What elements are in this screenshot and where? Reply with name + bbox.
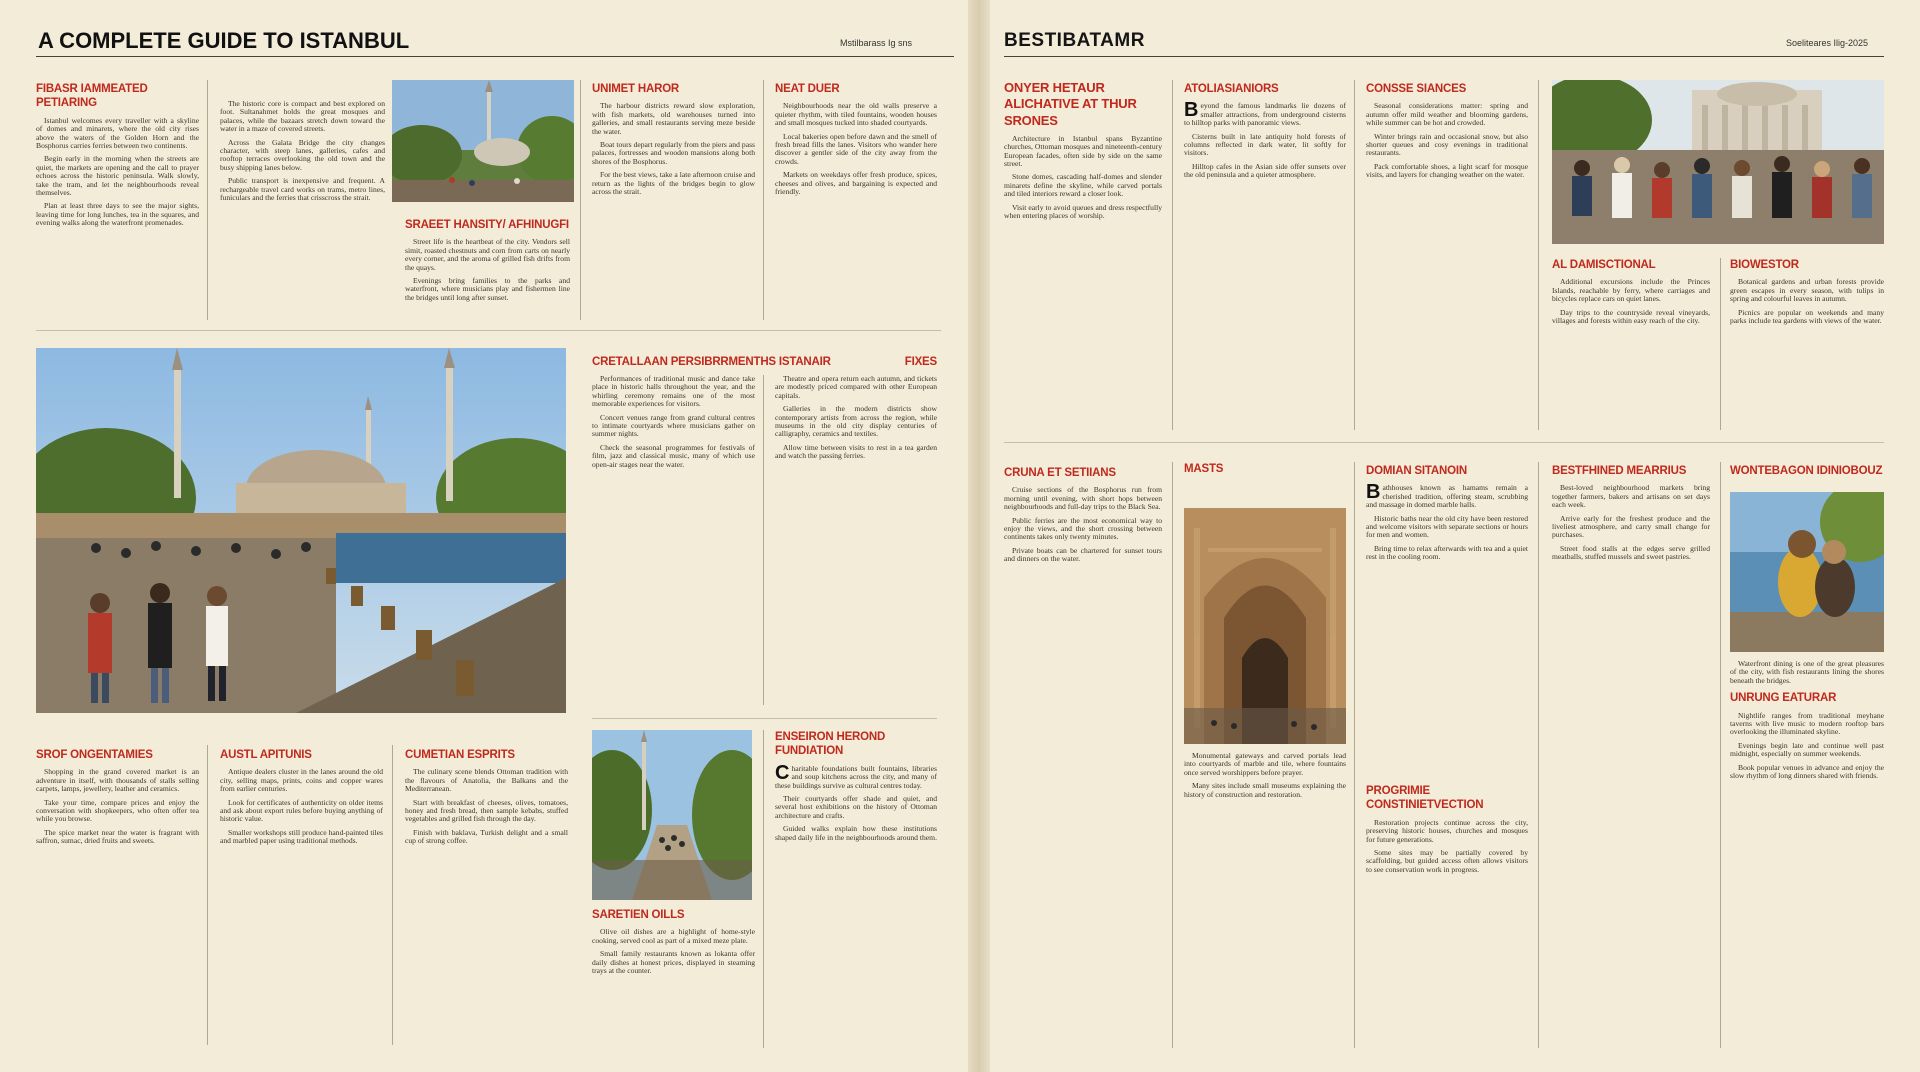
text-r12: Nightlife ranges from traditional meyhane taverns with live music to modern rooftop bars overlooking the illuminated skyline. Evenings begin late and continue well past midnight, especially on summer weekends. Book popular venues in advance and enjoy the slow rhythm of long dinners shared with friends. <box>1730 710 1884 781</box>
text-r5: Monumental gateways and carved portals lead into courtyards of marble and tile, where fountains once served worshippers before prayer. Many sites include small museums explaining the history of construction and restoration. <box>1184 752 1346 799</box>
section-s6 <box>592 375 755 705</box>
section-r10 <box>1552 464 1710 1048</box>
text-r8: Additional excursions include the Princes Islands, reachable by ferry, where carriages and bicycles replace cars on quiet lanes. Day trips to the countryside reveal vineyards, villages and forests within easy reach of the city. <box>1552 277 1710 325</box>
heading-s9: AUSTL APITUNIS <box>220 749 312 761</box>
text-r7: Restoration projects continue across the city, preserving historic houses, churches and mosques for future generations. Some sites may be partially covered by scaffolding, but guided access often allows visitors to see conservation work in progress. <box>1366 817 1528 874</box>
text-s9: Antique dealers cluster in the lanes around the old city, selling maps, prints, coins and copper wares from earlier centuries. Look for certificates of authenticity on older items and ask about export rules before buying anything of historic value. Smaller workshops still produce hand-painted tiles and marbled paper using traditional methods. <box>220 767 383 846</box>
text-r2: Beyond the famous landmarks lie dozens of smaller attractions, from underground cisterns to hilltop parks with panoramic views. Cisterns built in late antiquity hold forests of columns reflected in dark water, lit softly for visitors. Hilltop cafes in the Asian side offer sunsets over the old peninsula and a quieter atmosphere. <box>1184 99 1346 180</box>
text-s7: Theatre and opera return each autumn, and tickets are modestly priced compared with other European capitals. Galleries in the modern districts show contemporary artists from across the region, while museums in the old city display centuries of calligraphy, ceramics and textiles. Allow time between visits to rest in a tea garden and watch the passing ferries. <box>775 375 937 461</box>
section-r5-heading <box>1184 462 1346 504</box>
text-s3: Street life is the heartbeat of the city. Vendors sell simit, roasted chestnuts and corn from carts on nearly every corner, and the aroma of grilled fish drifts from the quays. Evenings bring families to the parks and waterfront, where musicians play and fishermen line the bridges until long after sunset. <box>405 237 570 302</box>
text-s11: Olive oil dishes are a highlight of home-style cooking, served cool as part of a mixed meze plate. Small family restaurants known as lokanta offer daily dishes at honest prices, displayed in steaming trays at the counter. <box>592 927 755 975</box>
text-s6: Performances of traditional music and dance take place in historic halls throughout the year, and the whirling ceremony remains one of the most memorable experiences for visitors. Concert venues range from grand cultural centres to intimate courtyards where musicians gather on summer nights. Check the seasonal programmes for festivals of film, jazz and classical music, many of which use open-air stages near the water. <box>592 375 755 469</box>
section-r12 <box>1730 660 1884 1048</box>
section-s6-heading <box>592 355 937 375</box>
section-r8 <box>1552 258 1710 430</box>
heading-s1: FIBASR IAMMEATED PETIARING <box>36 83 148 110</box>
heading-s5: NEAT DUER <box>775 83 840 95</box>
section-r6 <box>1366 464 1528 784</box>
heading-s11: SARETIEN OILLS <box>592 909 685 921</box>
heading-r12: UNRUNG EATURAR <box>1730 692 1837 705</box>
photo-crowd-square <box>1552 80 1884 244</box>
text-s5: Neighbourhoods near the old walls preserve a quieter rhythm, with tiled fountains, wooden houses and small mosques tucked into shaded courtyards. Local bakeries open before dawn and the smell of fresh bread fills the lanes. Visitors who wander here discover a gentler side of the city away from the crowds. Markets on weekdays offer fresh produce, spices, cheeses and olives, and bargaining is expected and friendly. <box>775 101 937 197</box>
section-s8 <box>36 748 199 1048</box>
header-meta-left: Mstilbarass Ig sns <box>840 38 913 48</box>
section-s2 <box>220 100 385 318</box>
text-s10: The culinary scene blends Ottoman tradition with the flavours of Anatolia, the Balkans and the Mediterranean. Start with breakfast of cheeses, olives, tomatoes, honey and fresh bread, then sample kebabs, stuffed vegetables and grilled fish through the day. Finish with baklava, Turkish delight and a small cup of strong coffee. <box>405 767 568 846</box>
section-s4 <box>592 82 755 317</box>
section-s9 <box>220 748 383 1048</box>
section-s11 <box>592 908 755 1048</box>
section-r3 <box>1366 82 1528 430</box>
heading-s12: ENSEIRON HEROND FUNDIATION <box>775 731 886 758</box>
section-r9 <box>1730 258 1884 430</box>
heading-s10: CUMETIAN ESPRITS <box>405 749 515 761</box>
heading-r1: ONYER HETAUR ALICHATIVE AT THUR SRONES <box>1004 80 1137 128</box>
heading-r2: ATOLIASIANIORS <box>1184 83 1279 95</box>
heading-s4: UNIMET HAROR <box>592 83 680 95</box>
text-r1: Architecture in Istanbul spans Byzantine churches, Ottoman mosques and nineteenth-century European facades, often side by side on the same street. Stone domes, cascading half-domes and slender minarets define the skyline, while carved portals and tiled interiors reward a closer look. Visit early to avoid queues and dress respectfully when entering places of worship. <box>1004 133 1162 220</box>
text-r6: Bathhouses known as hamams remain a cherished tradition, offering steam, scrubbing and massage in domed marble halls. Historic baths near the old city have been restored and welcome visitors with separate sections or hours for men and women. Bring time to relax afterwards with tea and a quiet rest in the cooling room. <box>1366 481 1528 562</box>
section-s12 <box>775 730 937 1048</box>
photo-minaret-promenade <box>592 730 752 900</box>
book-gutter <box>968 0 990 1072</box>
section-r11 <box>1730 464 1884 490</box>
heading-r11: WONTEBAGON IDINIOBOUZ <box>1730 465 1883 477</box>
section-s10 <box>405 748 568 1048</box>
photo-mosque-park <box>392 80 574 202</box>
heading-r3: CONSSE SIANCES <box>1366 83 1467 95</box>
heading-r4: CRUNA ET SETIIANS <box>1004 467 1116 479</box>
text-s2: The historic core is compact and best explored on foot. Sultanahmet holds the great mosques and palaces, while the bazaars stretch down toward the water in a maze of covered streets. Across the Galata Bridge the city changes character, with steep lanes, galleries, cafes and rooftop terraces overlooking the old town and the busy shipping lanes below. Public transport is inexpensive and frequent. A rechargeable travel card works on trams, metro lines, funiculars and the ferries that crisscross the strait. <box>220 100 385 203</box>
tag-s6: FIXES <box>904 356 937 368</box>
text-r3: Seasonal considerations matter: spring and autumn offer mild weather and blooming gardens, while summer can be hot and crowded. Winter brings rain and occasional snow, but also shorter queues and cosy evenings in traditional restaurants. Pack comfortable shoes, a light scarf for mosque visits, and layers for changing weather on the water. <box>1366 101 1528 180</box>
top-rule <box>36 56 954 57</box>
heading-s3: SRAEET HANSITY/ AFHINUGFI <box>405 219 569 231</box>
heading-r8: AL DAMISCTIONAL <box>1552 259 1656 271</box>
section-s1 <box>36 82 199 317</box>
section-s5 <box>775 82 937 317</box>
section-r7 <box>1366 784 1528 1048</box>
heading-r7: PROGRIMIE CONSTINIETVECTION <box>1366 785 1484 812</box>
heading-r5: MASTS <box>1184 463 1224 475</box>
text-s8: Shopping in the grand covered market is an adventure in itself, with thousands of stalls selling carpets, lamps, jewellery, leather and ceramics. Take your time, compare prices and enjoy the conversation with shopkeepers, who often offer tea while you browse. The spice market near the water is fragrant with saffron, sumac, dried fruits and sweets. <box>36 767 199 846</box>
heading-r10: BESTFHINED MEARRIUS <box>1552 465 1687 477</box>
section-s7 <box>775 375 937 705</box>
text-r9: Botanical gardens and urban forests provide green escapes in every season, with tulips in spring and colourful leaves in autumn. Picnics are popular on weekends and many parks include tea gardens with views of the water. <box>1730 277 1884 325</box>
text-s12: Charitable foundations built fountains, libraries and soup kitchens across the city, and many of these buildings survive as cultural centres today. Their courtyards offer shade and quiet, and several host exhibitions on the history of Ottoman architecture and crafts. Guided walks explain how these institutions shaped daily life in the neighbourhoods around them. <box>775 761 937 842</box>
heading-s6: CRETALLAAN PERSIBRRMENTHS ISTANAIR <box>592 356 831 368</box>
section-r2 <box>1184 82 1346 430</box>
heading-r9: BIOWESTOR <box>1730 259 1799 271</box>
guide-title: A COMPLETE GUIDE TO ISTANBUL <box>38 28 410 53</box>
text-r11: Waterfront dining is one of the great pleasures of the city, with fish restaurants lining the shores beneath the bridges. <box>1730 660 1884 685</box>
photo-carved-portal <box>1184 508 1346 744</box>
masthead: BESTIBATAMR <box>1004 30 1145 51</box>
text-s4: The harbour districts reward slow exploration, with fish markets, old warehouses turned into galleries, and small restaurants serving meze beside the water. Boat tours depart regularly from the piers and pass palaces, fortresses and wooden mansions along both shores of the Bosphorus. For the best views, take a late afternoon cruise and return as the lights of the bridges begin to glow across the strait. <box>592 101 755 197</box>
photo-waterfront-couple <box>1730 492 1884 652</box>
section-r5 <box>1184 752 1346 1048</box>
photo-hagia-sophia-waterfront <box>36 348 566 713</box>
header-meta-right: Soeliteares Ilig-2025 <box>1786 38 1869 48</box>
section-r1 <box>1004 80 1162 430</box>
section-s3 <box>405 218 570 318</box>
section-r4 <box>1004 466 1162 1048</box>
text-s1: Istanbul welcomes every traveller with a skyline of domes and minarets, where the old city rises above the waters of the Golden Horn and the Bosphorus carries ferries between two continents. Begin early in the morning when the streets are quiet, the markets are opening and the call to prayer echoes across the historic peninsula. Walk slowly, take the tram, and let the neighbourhoods reveal themselves. Plan at least three days to see the major sights, leaving time for long lunches, tea in the squares, and evening walks along the waterfront promenades. <box>36 115 199 228</box>
text-r10: Best-loved neighbourhood markets bring together farmers, bakers and artisans on set days each week. Arrive early for the freshest produce and the liveliest atmosphere, and carry small change for purchases. Street food stalls at the edges serve grilled meatballs, stuffed mussels and sweet pastries. <box>1552 483 1710 562</box>
heading-s8: SROF ONGENTAMIES <box>36 749 153 761</box>
text-r4: Cruise sections of the Bosphorus run from morning until evening, with short hops between neighbourhoods and full-day trips to the Black Sea. Public ferries are the most economical way to enjoy the views, and the short crossing between continents takes only twenty minutes. Private boats can be chartered for sunset tours and dinners on the water. <box>1004 485 1162 564</box>
heading-r6: DOMIAN SITANOIN <box>1366 465 1467 477</box>
